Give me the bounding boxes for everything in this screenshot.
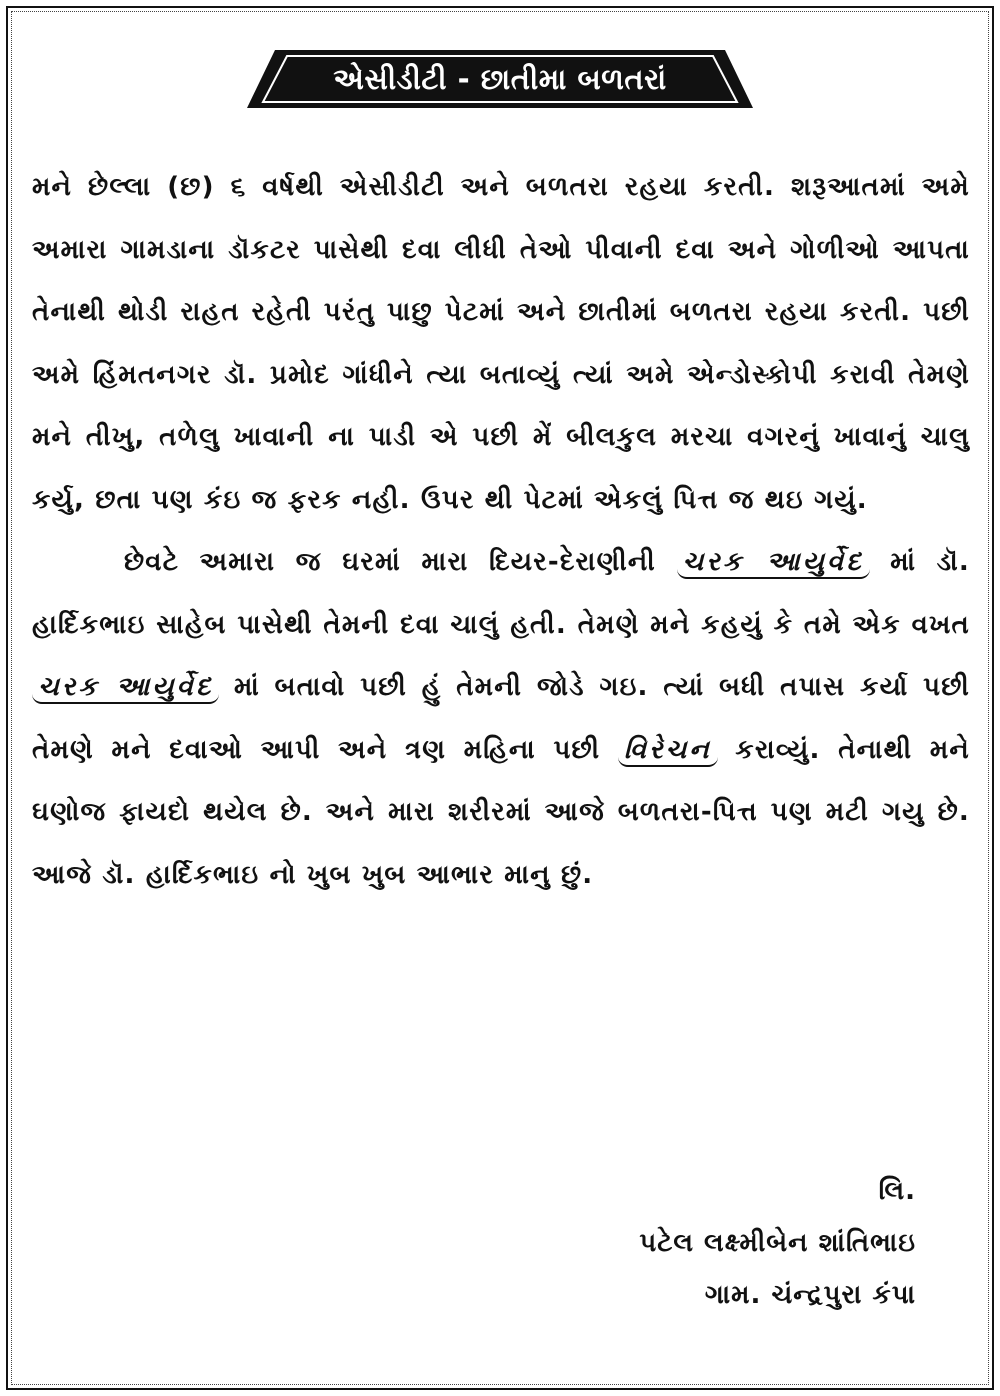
title-banner <box>245 48 755 110</box>
brand-charak-ayurved-1: ચરક આયુર્વેદ <box>677 547 870 579</box>
signature-name: પટેલ લક્ષ્મીબેન શાંતિભાઇ <box>639 1228 916 1258</box>
page-title: એસીડીટી - છાતીમા બળતરાં <box>333 61 667 96</box>
paragraph-2 <box>32 531 970 906</box>
paragraph-2-text-2: માં ડૉ. હાર્દિકભાઇ સાહેબ પાસેથી તેમની દવા ચાલું હતી. તેમણે મને કહયું કે તમે એક વખત <box>32 547 970 640</box>
title-area <box>0 48 1000 110</box>
paragraph-2-text-1: છેવટે અમારા જ ઘરમાં મારા દિયર-દેરાણીની <box>124 547 677 577</box>
paragraph-2-text-3: માં બતાવો પછી હું તેમની જોડે ગઇ. ત્યાં બધી તપાસ કર્યા પછી તેમણે મને દવાઓ આપી અને ત્રણ મહિના પછી <box>32 672 970 765</box>
signature-li: લિ. <box>878 1176 916 1206</box>
signature-block <box>639 1165 916 1321</box>
treatment-virechan: વિરેચન <box>618 735 718 767</box>
paragraph-2-text-4: કરાવ્યું. તેનાથી મને ઘણોજ ફાયદો થયેલ છે. અને મારા શરીરમાં આજે બળતરા-પિત્ત પણ મટી ગયુ છે. આજે ડૉ. હાર્દિકભાઇ નો ખુબ ખુબ આભાર માનુ છું. <box>32 734 970 890</box>
testimonial-body <box>32 156 970 906</box>
paragraph-1: મને છેલ્લા (છ) ૬ વર્ષથી એસીડીટી અને બળતરા રહયા કરતી. શરૂઆતમાં અમે અમારા ગામડાના ડૉકટર પાસેથી દવા લીધી તેઓ પીવાની દવા અને ગોળીઓ આપતા તેનાથી થોડી રાહત રહેતી પરંતુ પાછુ પેટમાં અને છાતીમાં બળતરા રહયા કરતી. પછી અમે હિંમતનગર ડૉ. પ્રમોદ ગાંધીને ત્યા બતાવ્યું ત્યાં અમે એન્ડોસ્કોપી કરાવી તેમણે મને તીખુ, તળેલુ ખાવાની ના પાડી એ પછી મેં બીલકુલ મરચા વગરનું ખાવાનું ચાલુ કર્યુ, છતા પણ કંઇ જ ફરક નહી. ઉપર થી પેટમાં એકલું પિત્ત જ થઇ ગયું. <box>32 172 970 515</box>
signature-village: ગામ. ચંન્દ્રપુરા કંપા <box>704 1280 916 1310</box>
brand-charak-ayurved-2: ચરક આયુર્વેદ <box>32 672 219 704</box>
